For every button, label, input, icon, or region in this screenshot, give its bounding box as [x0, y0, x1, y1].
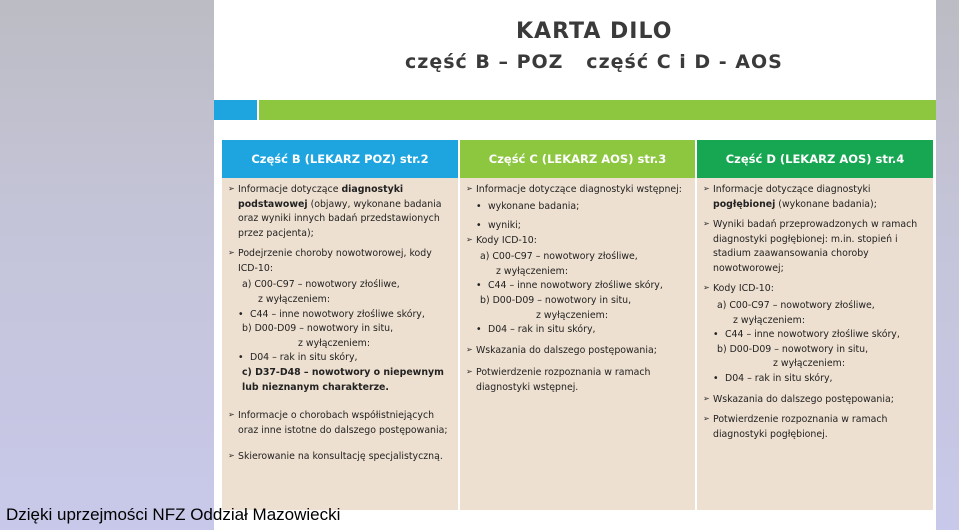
- list-item: z wyłączeniem:: [536, 309, 608, 321]
- slide: [214, 0, 936, 530]
- list-item: a) C00-C97 – nowotwory złośliwe,: [480, 251, 638, 263]
- list-item: ➢ Skierowanie na konsultację specjalistyczną.: [228, 450, 452, 465]
- accent-bar-blue: [214, 100, 257, 120]
- list-item: ➢ Informacje dotyczące diagnostyki podstawowej (objawy, wykonane badania oraz wyniki innych badań przedstawionych przez pacjenta);: [228, 183, 452, 241]
- list-item: z wyłączeniem:: [496, 265, 568, 277]
- list-item: a) C00-C97 – nowotwory złośliwe,: [717, 300, 875, 312]
- list-item: z wyłączeniem:: [298, 337, 370, 349]
- column-body-d: [697, 178, 933, 442]
- slide-title: KARTA DILO: [516, 19, 673, 44]
- list-item: ➢ Wskazania do dalszego postępowania;: [703, 393, 927, 408]
- list-item: b) D00-D09 – nowotwory in situ,: [480, 295, 632, 307]
- list-item: a) C00-C97 – nowotwory złośliwe,: [242, 279, 400, 291]
- list-item: • D04 – rak in situ skóry,: [228, 351, 452, 366]
- list-item: • wyniki;: [466, 219, 689, 234]
- list-item: ➢ Wskazania do dalszego postępowania;: [466, 344, 689, 359]
- accent-bar-green: [259, 100, 936, 120]
- list-item: z wyłączeniem:: [773, 358, 845, 370]
- list-item: ➢ Informacje dotyczące diagnostyki pogłębionej (wykonane badania);: [703, 183, 927, 212]
- list-item: b) D00-D09 – nowotwory in situ,: [717, 343, 869, 355]
- list-item: ➢ Potwierdzenie rozpoznania w ramach diagnostyki pogłębionej.: [703, 413, 927, 442]
- list-item: c) D37-D48 – nowotwory o niepewnym lub nieznanym charakterze.: [242, 366, 444, 393]
- list-item: ➢ Informacje o chorobach współistniejących oraz inne istotne do dalszego postępowania;: [228, 409, 452, 438]
- list-item: z wyłączeniem:: [733, 314, 805, 326]
- column-part-d: [697, 140, 933, 510]
- list-item: • wykonane badania;: [466, 200, 689, 215]
- list-item: • C44 – inne nowotwory złośliwe skóry,: [703, 328, 927, 343]
- footer-credit: Dzięki uprzejmości NFZ Oddział Mazowiecki: [6, 505, 341, 524]
- list-item: • D04 – rak in situ skóry,: [703, 372, 927, 387]
- list-item: z wyłączeniem:: [258, 294, 330, 306]
- list-item: ➢ Kody ICD-10:: [703, 282, 927, 297]
- column-body-b: [222, 178, 458, 465]
- column-body-c: [460, 178, 695, 396]
- list-item: ➢ Informacje dotyczące diagnostyki wstępnej:: [466, 183, 689, 198]
- list-item: b) D00-D09 – nowotwory in situ,: [242, 323, 394, 335]
- column-header-c: Część C (LEKARZ AOS) str.3: [460, 140, 695, 178]
- column-part-b: [222, 140, 458, 510]
- list-item: • D04 – rak in situ skóry,: [466, 323, 689, 338]
- column-header-b: Część B (LEKARZ POZ) str.2: [222, 140, 458, 178]
- slide-subtitle: część B – POZ część C i D - AOS: [405, 51, 783, 73]
- list-item: ➢ Podejrzenie choroby nowotworowej, kody ICD-10:: [228, 247, 452, 276]
- list-item: ➢ Potwierdzenie rozpoznania w ramach diagnostyki wstępnej.: [466, 366, 689, 395]
- column-part-c: [460, 140, 695, 510]
- list-item: ➢ Wyniki badań przeprowadzonych w ramach diagnostyki pogłębionej: m.in. stopień i stadium zaawansowania choroby nowotworowej;: [703, 218, 927, 276]
- list-item: ➢ Kody ICD-10:: [466, 234, 689, 249]
- list-item: • C44 – inne nowotwory złośliwe skóry,: [228, 308, 452, 323]
- list-item: • C44 – inne nowotwory złośliwe skóry,: [466, 279, 689, 294]
- column-header-d: Część D (LEKARZ AOS) str.4: [697, 140, 933, 178]
